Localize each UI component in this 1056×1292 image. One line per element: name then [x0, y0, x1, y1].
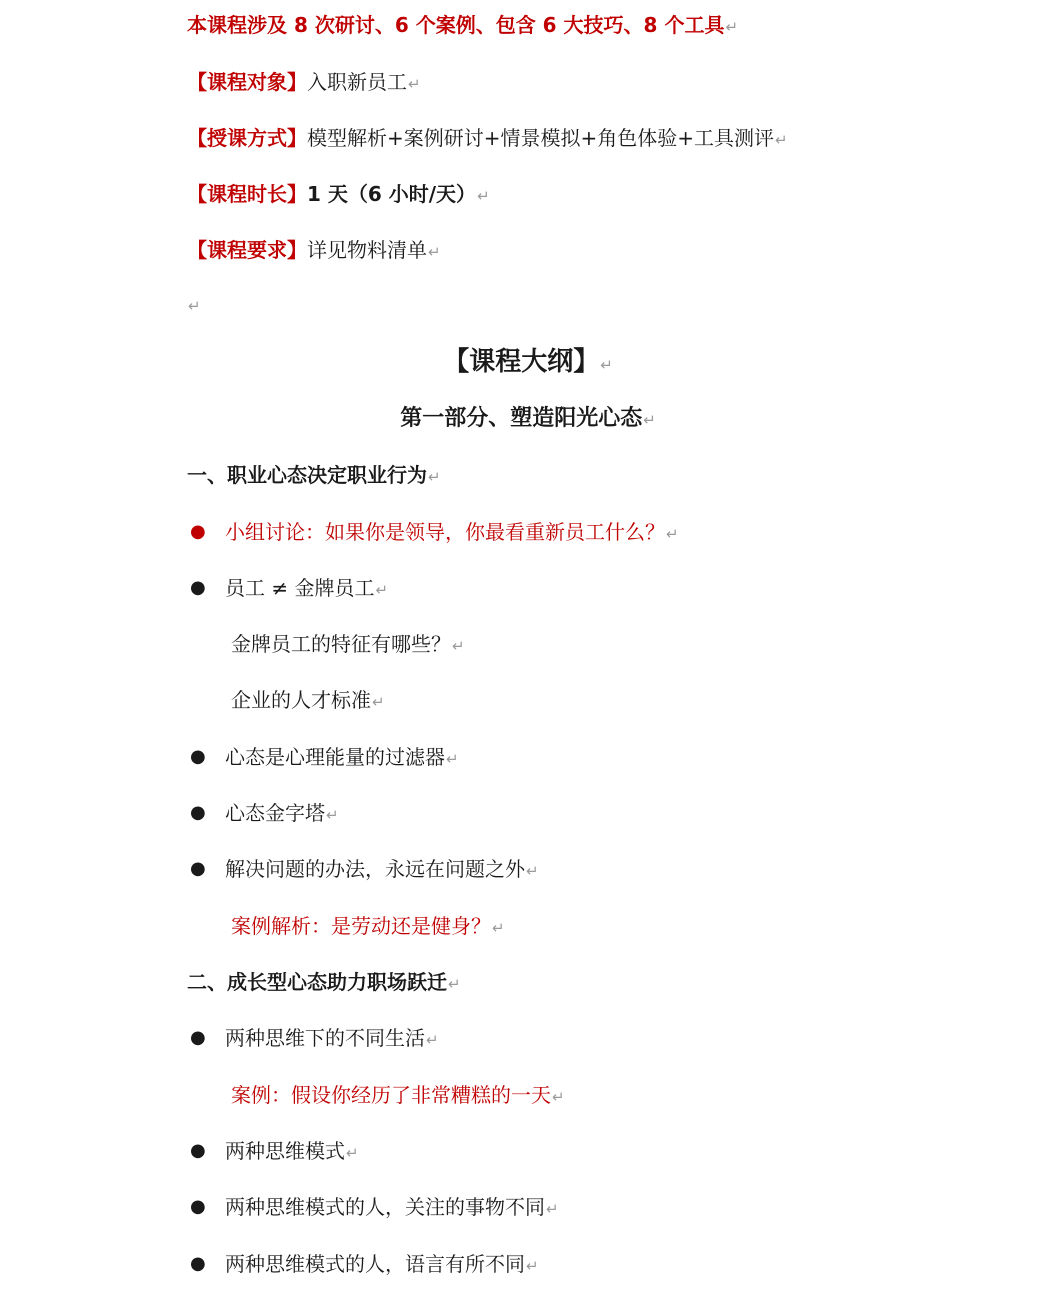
field-label: 【授课方式】: [187, 126, 307, 150]
paragraph-mark-icon: ↵: [448, 975, 461, 993]
bullet-icon: ●: [190, 858, 206, 879]
list-item-text: 心态是心理能量的过滤器: [225, 745, 445, 769]
field-value: 1 天（6 小时/天）: [307, 182, 477, 206]
case-item-text: 案例：假设你经历了非常糟糕的一天: [231, 1083, 551, 1107]
paragraph-mark-icon: ↵: [643, 411, 656, 429]
case-item: [0, 908, 1056, 944]
list-item-text: 心态金字塔: [225, 801, 325, 825]
field-value: 入职新员工: [307, 70, 407, 94]
list-item-text: 两种思维模式的人，语言有所不同: [225, 1252, 525, 1276]
paragraph-mark-icon: ↵: [408, 75, 421, 93]
paragraph-mark-icon: ↵: [188, 297, 201, 315]
paragraph-mark-icon: ↵: [372, 693, 385, 711]
list-item-text: 员工 ≠ 金牌员工: [225, 576, 375, 600]
empty-paragraph: [0, 288, 1056, 324]
paragraph-mark-icon: ↵: [666, 525, 679, 543]
bullet-icon: ●: [190, 521, 206, 542]
field-label: 【课程时长】: [187, 182, 307, 206]
list-item-text: 两种思维下的不同生活: [225, 1026, 425, 1050]
sub-item-text: 企业的人才标准: [231, 688, 371, 712]
part-title-text: 第一部分、塑造阳光心态: [400, 406, 643, 431]
list-item-text: 小组讨论：如果你是领导，你最看重新员工什么？: [225, 520, 665, 544]
bullet-icon: ●: [190, 802, 206, 823]
part-title: [0, 401, 1056, 437]
sub-item-text: 金牌员工的特征有哪些？: [231, 632, 451, 656]
paragraph-mark-icon: ↵: [725, 18, 739, 36]
section-heading-text: 一、职业心态决定职业行为: [187, 463, 427, 487]
section-heading: [0, 964, 1056, 1000]
paragraph-mark-icon: ↵: [446, 750, 459, 768]
bullet-icon: ●: [190, 1027, 206, 1048]
sub-item: [0, 626, 1056, 662]
list-item: [0, 514, 1056, 550]
case-item-text: 案例解析：是劳动还是健身？: [231, 914, 491, 938]
paragraph-mark-icon: ↵: [492, 919, 505, 937]
section-heading-text: 二、成长型心态助力职场跃迁: [187, 970, 447, 994]
list-item: [0, 851, 1056, 887]
paragraph-mark-icon: ↵: [452, 637, 465, 655]
paragraph-mark-icon: ↵: [552, 1088, 565, 1106]
field-label: 【课程要求】: [187, 238, 307, 262]
case-item: [0, 1077, 1056, 1113]
list-item: [0, 1020, 1056, 1056]
paragraph-mark-icon: ↵: [526, 1257, 539, 1275]
section-heading: [0, 457, 1056, 493]
paragraph-mark-icon: ↵: [375, 581, 389, 599]
paragraph-mark-icon: ↵: [477, 187, 490, 205]
paragraph-mark-icon: ↵: [546, 1200, 559, 1218]
course-summary-text: 本课程涉及 8 次研讨、6 个案例、包含 6 大技巧、8 个工具: [187, 13, 725, 37]
bullet-icon: ●: [190, 1196, 206, 1217]
list-item-text: 两种思维模式的人，关注的事物不同: [225, 1195, 545, 1219]
list-item: [0, 1246, 1056, 1282]
field-course-audience: [0, 64, 1056, 100]
field-value: 详见物料清单: [307, 238, 427, 262]
bullet-icon: ●: [190, 1253, 206, 1274]
field-teaching-method: [0, 120, 1056, 156]
paragraph-mark-icon: ↵: [775, 131, 788, 149]
outline-title: [0, 344, 1056, 380]
list-item-text: 解决问题的办法，永远在问题之外: [225, 857, 525, 881]
paragraph-mark-icon: ↵: [600, 356, 613, 374]
list-item-text: 两种思维模式: [225, 1139, 345, 1163]
field-course-duration: [0, 176, 1056, 212]
bullet-icon: ●: [190, 746, 206, 767]
bullet-icon: ●: [190, 577, 206, 598]
paragraph-mark-icon: ↵: [526, 862, 539, 880]
list-item: [0, 795, 1056, 831]
course-summary: [0, 7, 1056, 43]
field-label: 【课程对象】: [187, 70, 307, 94]
paragraph-mark-icon: ↵: [346, 1144, 359, 1162]
list-item: [0, 570, 1056, 606]
paragraph-mark-icon: ↵: [428, 243, 441, 261]
paragraph-mark-icon: ↵: [426, 1031, 439, 1049]
sub-item: [0, 682, 1056, 718]
paragraph-mark-icon: ↵: [326, 806, 339, 824]
list-item: [0, 739, 1056, 775]
field-value: 模型解析+案例研讨+情景模拟+角色体验+工具测评: [307, 126, 775, 150]
list-item: [0, 1133, 1056, 1169]
bullet-icon: ●: [190, 1140, 206, 1161]
list-item: [0, 1189, 1056, 1225]
paragraph-mark-icon: ↵: [428, 468, 441, 486]
outline-title-text: 【课程大纲】: [443, 347, 600, 377]
field-course-requirements: [0, 232, 1056, 268]
